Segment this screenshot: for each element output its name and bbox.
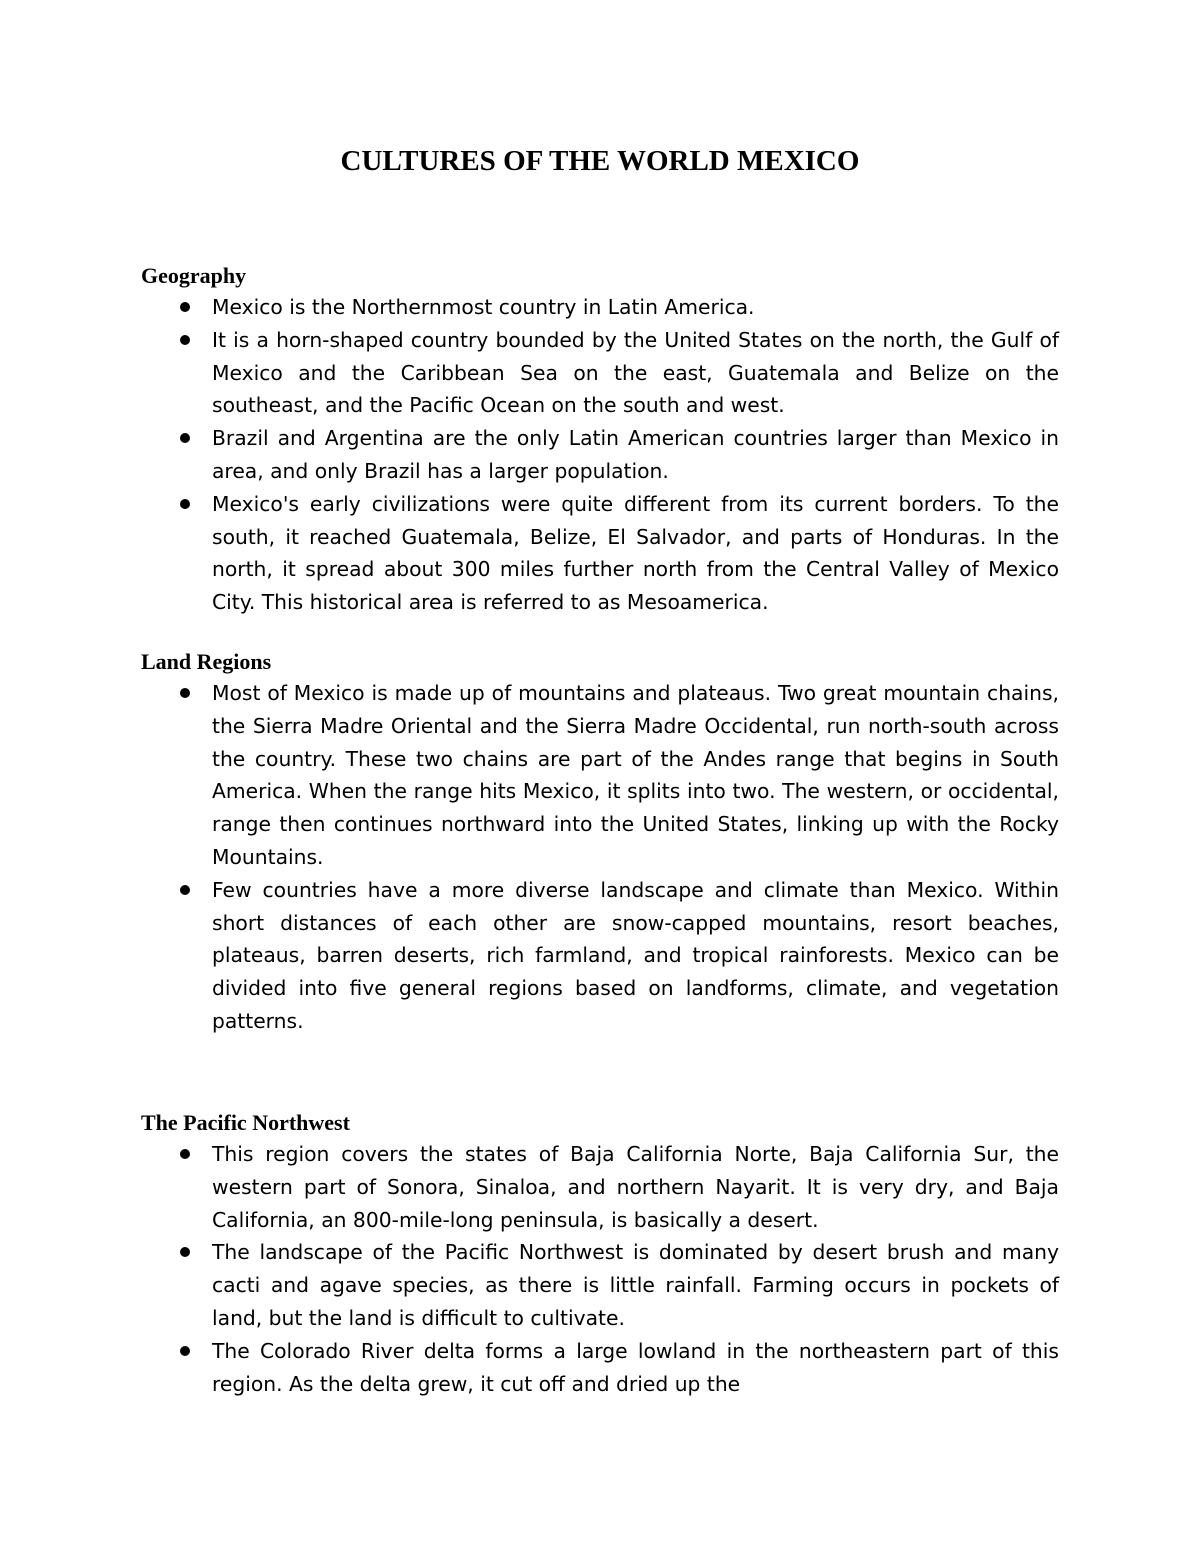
list-item-text: Brazil and Argentina are the only Latin American countries larger than Mexico in area, and only Brazil has a larger population. xyxy=(212,426,1059,483)
bullet-icon xyxy=(180,302,190,312)
list-item xyxy=(141,874,1059,1038)
document-title: CULTURES OF THE WORLD MEXICO xyxy=(340,145,860,177)
bullet-list xyxy=(141,291,1059,619)
list-item-text: It is a horn-shaped country bounded by the United States on the north, the Gulf of Mexico and the Caribbean Sea on the east, Guatemala and Belize on the southeast, and the Pacific Ocean on the south and west. xyxy=(212,327,1059,418)
list-item-text: This region covers the states of Baja California Norte, Baja California Sur, the western part of Sonora, Sinaloa, and northern Nayarit. It is very dry, and Baja California, an 800-mile-long peninsula, is basically a desert. xyxy=(212,1142,1059,1232)
list-item-text: Mexico is the Northernmost country in Latin America. xyxy=(212,295,755,319)
list-item xyxy=(141,291,1059,324)
bullet-icon xyxy=(180,499,190,509)
list-item xyxy=(141,422,1059,488)
section-heading: The Pacific Northwest xyxy=(141,1110,350,1135)
section-geography xyxy=(141,261,1059,619)
bullet-icon xyxy=(180,885,190,895)
bullet-icon xyxy=(180,1149,190,1159)
bullet-icon xyxy=(180,1346,190,1356)
section-heading: Land Regions xyxy=(141,649,272,674)
list-item xyxy=(141,1236,1059,1334)
section-land-regions xyxy=(141,647,1059,1038)
bullet-list xyxy=(141,1138,1059,1400)
bullet-icon xyxy=(180,1247,190,1257)
list-item xyxy=(141,324,1059,422)
list-item-text: Few countries have a more diverse landscape and climate than Mexico. Within short distances of each other are snow-capped mountains, resort beaches, plateaus, barren deserts, rich farmland, and tropical rainforests. Mexico can be divided into five general regions based on landforms, climate, and vegetation patterns. xyxy=(212,877,1059,1033)
list-item-text: The landscape of the Pacific Northwest is dominated by desert brush and many cacti and agave species, as there is little rainfall. Farming occurs in pockets of land, but the land is difficult to cultivate. xyxy=(212,1240,1059,1330)
list-item xyxy=(141,677,1059,874)
list-item xyxy=(141,1335,1059,1401)
bullet-icon xyxy=(180,688,190,698)
bullet-icon xyxy=(180,433,190,443)
bullet-icon xyxy=(180,335,190,345)
list-item-text: Mexico's early civilizations were quite different from its current borders. To the south, it reached Guatemala, Belize, El Salvador, and parts of Honduras. In the north, it spread about 300 miles further north from the Central Valley of Mexico City. This historical area is referred to as Mesoamerica. xyxy=(212,491,1059,615)
bullet-list xyxy=(141,677,1059,1038)
list-item-text: The Colorado River delta forms a large lowland in the northeastern part of this region. As the delta grew, it cut off and dried up the xyxy=(212,1338,1059,1396)
list-item xyxy=(141,1138,1059,1236)
section-pacific-northwest xyxy=(141,1108,1059,1400)
list-item-text: Most of Mexico is made up of mountains and plateaus. Two great mountain chains, the Sierra Madre Oriental and the Sierra Madre Occidental, run north-south across the country. These two chains are part of the Andes range that begins in South America. When the range hits Mexico, it splits into two. The western, or occidental, range then continues northward into the United States, linking up with the Rocky Mountains. xyxy=(212,681,1059,869)
section-heading: Geography xyxy=(141,263,247,288)
list-item xyxy=(141,488,1059,619)
